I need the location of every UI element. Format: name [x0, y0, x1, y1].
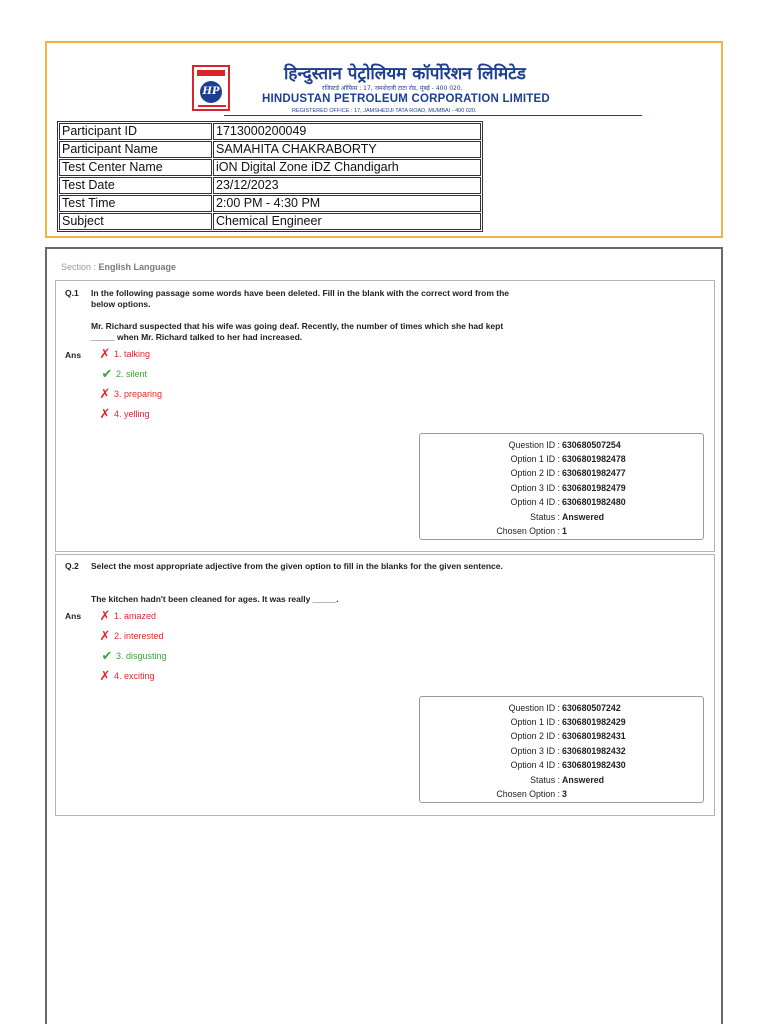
cross-icon: ✗: [99, 628, 111, 643]
table-row: Test Center Name iON Digital Zone iDZ Chandigarh: [59, 159, 481, 176]
table-row: Test Time 2:00 PM - 4:30 PM: [59, 195, 481, 212]
hp-logo-text: HP: [200, 81, 222, 103]
option-2: ✗ 2. interested: [99, 628, 164, 643]
question-number: Q.2: [65, 561, 79, 571]
meta-option-1-id: Option 1 ID : 6306801982478: [510, 454, 626, 464]
meta-question-id: Question ID : 630680507254: [508, 440, 621, 450]
table-row: Subject Chemical Engineer: [59, 213, 481, 230]
question-text: In the following passage some words have been deleted. Fill in the blank with the correct word from the below options.: [91, 288, 509, 309]
question-meta-box: [419, 433, 704, 540]
check-icon: ✔: [101, 366, 113, 381]
response-sheet: [45, 247, 723, 1024]
meta-option-3-id: Option 3 ID : 6306801982432: [510, 746, 626, 756]
section-name: English Language: [98, 262, 177, 272]
question-passage: The kitchen hadn't been cleaned for ages. It was really _____.: [91, 594, 339, 604]
option-1: ✗ 1. talking: [99, 346, 151, 361]
meta-option-4-id: Option 4 ID : 6306801982480: [510, 497, 626, 507]
org-name-english: HINDUSTAN PETROLEUM CORPORATION LIMITED: [262, 93, 550, 105]
ans-label: Ans: [65, 350, 82, 360]
letterhead-divider: [224, 115, 642, 116]
meta-question-id: Question ID : 630680507242: [508, 703, 621, 713]
meta-option-4-id: Option 4 ID : 6306801982430: [510, 760, 626, 770]
question-card-1: [55, 280, 715, 552]
question-card-2: [55, 554, 715, 816]
option-4: ✗ 4. yelling: [99, 406, 150, 421]
cross-icon: ✗: [99, 406, 111, 421]
table-row: Participant Name SAMAHITA CHAKRABORTY: [59, 141, 481, 158]
header-card: [45, 41, 723, 238]
cross-icon: ✗: [99, 346, 111, 361]
cross-icon: ✗: [99, 668, 111, 683]
table-row: Test Date 23/12/2023: [59, 177, 481, 194]
meta-option-2-id: Option 2 ID : 6306801982431: [510, 731, 626, 741]
meta-option-2-id: Option 2 ID : 6306801982477: [510, 468, 626, 478]
question-meta-box: [419, 696, 704, 803]
question-number: Q.1: [65, 288, 79, 298]
option-3: ✔ 3. disgusting: [101, 648, 167, 663]
meta-option-3-id: Option 3 ID : 6306801982479: [510, 483, 626, 493]
meta-status: Status : Answered: [530, 512, 605, 522]
ans-label: Ans: [65, 611, 82, 621]
option-2: ✔ 2. silent: [101, 366, 148, 381]
org-name-hindi: हिन्दुस्तान पेट्रोलियम कॉर्पोरेशन लिमिटेड: [284, 64, 526, 84]
table-row: Participant ID 1713000200049: [59, 123, 481, 140]
option-3: ✗ 3. preparing: [99, 386, 163, 401]
org-address-hindi: रजिस्टर्ड ऑफिस : 17, जमशेदजी टाटा रोड, मुंबई - 400 020.: [322, 85, 463, 92]
meta-status: Status : Answered: [530, 775, 605, 785]
hpcl-letterhead: [192, 61, 612, 117]
question-text: Select the most appropriate adjective from the given option to fill in the blanks for the given sentence.: [91, 561, 503, 571]
cross-icon: ✗: [99, 386, 111, 401]
meta-option-1-id: Option 1 ID : 6306801982429: [510, 717, 626, 727]
question-passage: Mr. Richard suspected that his wife was going deaf. Recently, the number of times which she had kept _____ when Mr. Richard talked to her had increased.: [91, 321, 504, 342]
participant-info-table: [57, 121, 483, 232]
meta-chosen-option: Chosen Option : 1: [496, 526, 567, 536]
meta-chosen-option: Chosen Option : 3: [496, 789, 567, 799]
cross-icon: ✗: [99, 608, 111, 623]
option-4: ✗ 4. exciting: [99, 668, 155, 683]
hp-logo: [192, 65, 230, 111]
option-1: ✗ 1. amazed: [99, 608, 157, 623]
section-title: Section : English Language: [61, 262, 177, 272]
org-address-english: REGISTERED OFFICE : 17, JAMSHEDJI TATA ROAD, MUMBAI - 400 020.: [292, 108, 477, 114]
check-icon: ✔: [101, 648, 113, 663]
